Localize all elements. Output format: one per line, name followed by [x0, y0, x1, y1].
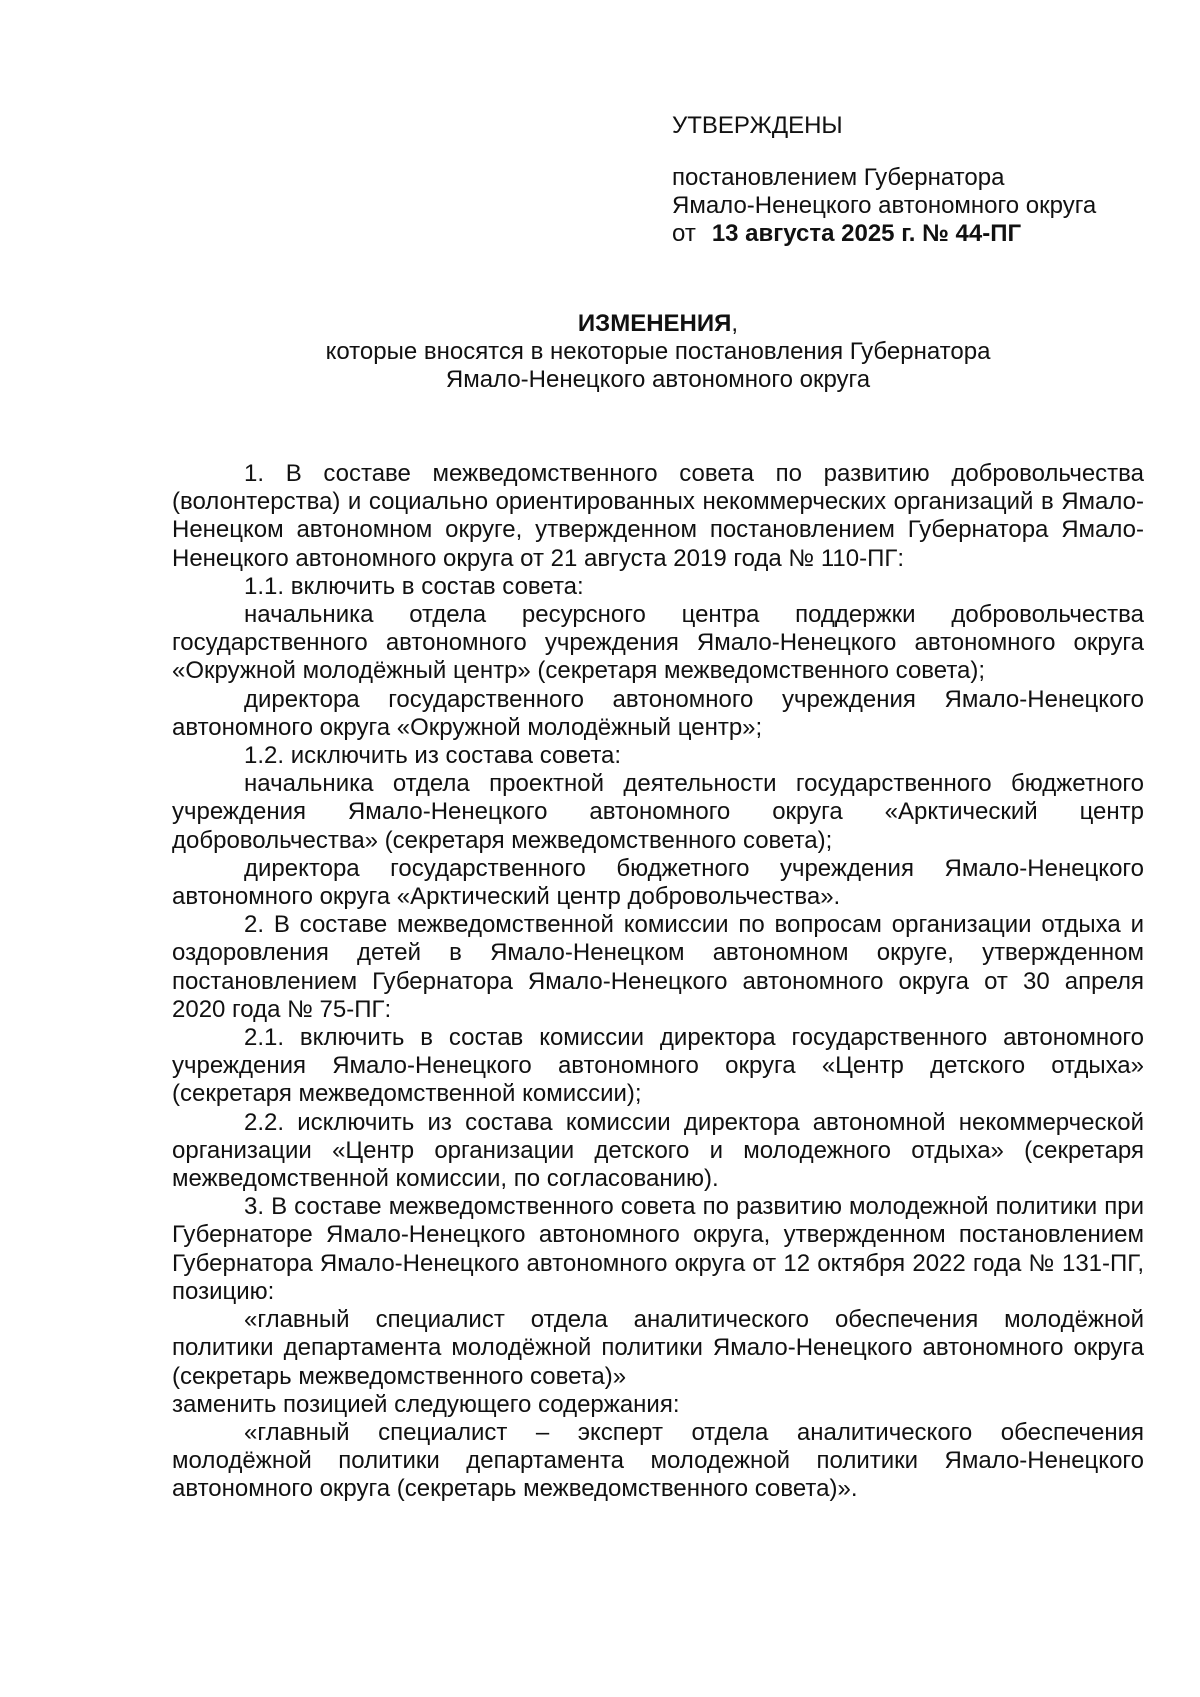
document-title-block [170, 310, 1146, 394]
paragraph-3: 3. В составе межведомственного совета по развитию молодежной политики при Губернаторе Ямало-Ненецкого автономного округа, утвержденном постановлением Губернатора Ямало-Ненецкого автономного округа от 12 октября 2022 года № 131-ПГ, позицию: [172, 1193, 1144, 1305]
approval-date-line [672, 220, 1152, 248]
document-subtitle-line-1: которые вносятся в некоторые постановления Губернатора [325, 338, 991, 365]
paragraph-1-2: 1.2. исключить из состава совета: [244, 742, 622, 770]
approval-date-value: 13 августа 2025 г. № 44-ПГ [711, 220, 1022, 247]
document-body [172, 460, 1144, 1504]
approval-date-prefix: от [672, 220, 696, 247]
paragraph-1-2-item-b: директора государственного бюджетного учреждения Ямало-Ненецкого автономного округа «Арктический центр добровольчества». [172, 854, 1144, 911]
paragraph-1-2-item-a: начальника отдела проектной деятельности государственного бюджетного учреждения Ямало-Ненецкого автономного округа «Арктический центр добровольчества» (секретаря межведомственного совета); [172, 770, 1144, 854]
document-title-text: ИЗМЕНЕНИЯ [577, 310, 732, 337]
approval-stamp [672, 112, 1152, 248]
paragraph-2-2: 2.2. исключить из состава комиссии директора автономной некоммерческой организации «Центр организации детского и молодежного отдыха» (секретаря межведомственной комиссии, по согласованию). [172, 1108, 1144, 1193]
document-subtitle-line-2: Ямало-Ненецкого автономного округа [445, 366, 871, 393]
paragraph-1-1-item-b: директора государственного автономного учреждения Ямало-Ненецкого автономного округа «Окружной молодёжный центр»; [172, 685, 1144, 741]
approval-line-region: Ямало-Ненецкого автономного округа [672, 192, 1097, 219]
document-title-suffix: , [731, 310, 739, 337]
paragraph-1-1: 1.1. включить в состав совета: [244, 572, 584, 600]
paragraph-1-1-item-a: начальника отдела ресурсного центра поддержки добровольчества государственного автономного учреждения Ямало-Ненецкого автономного округа «Окружной молодёжный центр» (секретаря межведомственного совета); [172, 601, 1144, 685]
approved-label: УТВЕРЖДЕНЫ [672, 112, 843, 139]
paragraph-2-1: 2.1. включить в состав комиссии директора государственного автономного учреждения Ямало-Ненецкого автономного округа «Центр детского отдыха» (секретаря межведомственной комиссии); [172, 1024, 1144, 1108]
paragraph-3-old-position: «главный специалист отдела аналитического обеспечения молодёжной политики департамента молодёжной политики Ямало-Ненецкого автономного округа (секретарь межведомственного совета)» [172, 1306, 1144, 1390]
paragraph-1: 1. В составе межведомственного совета по развитию добровольчества (волонтерства) и социально ориентированных некоммерческих организаций в Ямало-Ненецком автономном округе, утвержденном постановлением Губернатора Ямало-Ненецкого автономного округа от 21 августа 2019 года № 110-ПГ: [172, 460, 1144, 572]
paragraph-3-new-position: «главный специалист – эксперт отдела аналитического обеспечения молодёжной политики департамента молодежной политики Ямало-Ненецкого автономного округа (секретарь межведомственного совета)». [172, 1418, 1144, 1503]
paragraph-2: 2. В составе межведомственной комиссии по вопросам организации отдыха и оздоровления детей в Ямало-Ненецком автономном округе, утвержденном постановлением Губернатора Ямало-Ненецкого автономного округа от 30 апреля 2020 года № 75-ПГ: [172, 911, 1144, 1023]
paragraph-3-replace-note: заменить позицией следующего содержания: [172, 1390, 680, 1418]
approval-line-decree: постановлением Губернатора [672, 164, 1005, 191]
document-title [170, 310, 1146, 338]
